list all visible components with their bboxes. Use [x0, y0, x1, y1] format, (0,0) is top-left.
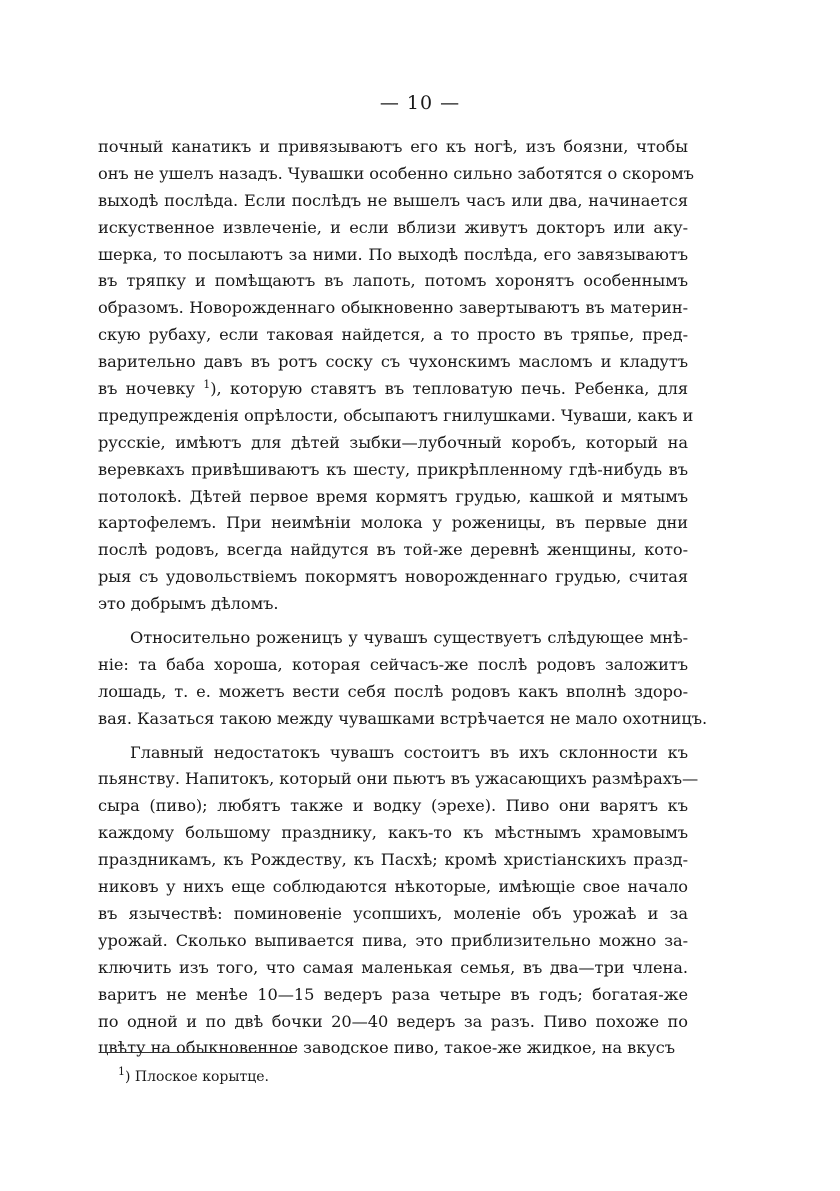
page-number: — 10 —	[379, 92, 461, 114]
text-line: Главный недостатокъ чувашъ состоитъ въ ихъ склонности къ	[130, 742, 688, 762]
text-line: послѣ родовъ, всегда найдутся въ той-же деревнѣ женщины, кото-	[98, 540, 688, 560]
text-line: каждому большому празднику, какъ-то къ мѣстнымъ храмовымъ	[98, 823, 688, 843]
text-line: сыра (пиво); любятъ также и водку (эрехе). Пиво они варятъ къ	[98, 796, 688, 816]
footnote-ref: 1	[203, 378, 211, 392]
text-line: онъ не ушелъ назадъ. Чувашки особенно сильно заботятся о скоромъ	[98, 163, 694, 183]
text-line: цвѣту на обыкновенное заводское пиво, такое-же жидкое, на вкусъ	[98, 1038, 676, 1058]
body-text	[98, 134, 708, 1062]
text-line: въ язычествѣ: поминовеніе усопшихъ, моленіе объ урожаѣ и за	[98, 903, 688, 923]
text-line: варитъ не менѣе 10—15 ведеръ раза четыре въ годъ; богатая-же	[98, 984, 688, 1004]
text-line: потолокѣ. Дѣтей первое время кормятъ грудью, кашкой и мятымъ	[98, 486, 688, 506]
paragraph	[98, 740, 699, 1063]
footnote-marker: 1	[118, 1065, 125, 1078]
text-line: Относительно роженицъ у чувашъ существуетъ слѣдующее мнѣ-	[130, 628, 688, 648]
text-line: картофелемъ. При неимѣніи молока у роженицы, въ первые дни	[98, 513, 688, 533]
text-line: ключить изъ того, что самая маленькая семья, въ два—три члена.	[98, 957, 688, 977]
text-line: это добрымъ дѣломъ.	[98, 594, 279, 614]
text-line: лошадь, т. е. можетъ вести себя послѣ родовъ какъ вполнѣ здоро-	[98, 681, 688, 701]
text-line: пьянству. Напитокъ, который они пьютъ въ ужасающихъ размѣрахъ—	[98, 769, 699, 789]
text-line: выходѣ послѣда. Если послѣдъ не вышелъ часъ или два, начинается	[98, 190, 688, 210]
text-line: варительно давъ въ ротъ соску съ чухонскимъ масломъ и кладутъ	[98, 352, 688, 372]
text-line: почный канатикъ и привязываютъ его къ ногѣ, изъ боязни, чтобы	[98, 137, 688, 156]
text-line: никовъ у нихъ еще соблюдаются нѣкоторые, имѣющіе свое начало	[98, 877, 688, 897]
text-line: предупрежденія опрѣлости, обсыпаютъ гнилушками. Чуваши, какъ и	[98, 405, 694, 425]
footnote-divider	[100, 1052, 296, 1053]
text-line: урожай. Сколько выпивается пива, это приблизительно можно за-	[98, 930, 688, 950]
paragraph	[98, 625, 708, 733]
text-line: шерка, то посылаютъ за ними. По выходѣ послѣда, его завязываютъ	[98, 244, 688, 264]
text-line: скую рубаху, если таковая найдется, а то просто въ тряпье, пред-	[98, 325, 688, 345]
text-line: русскіе, имѣютъ для дѣтей зыбки—лубочный коробъ, который на	[98, 432, 688, 452]
text-line: по одной и по двѣ бочки 20—40 ведеръ за разъ. Пиво похоже по	[98, 1011, 688, 1031]
footnote	[118, 1067, 269, 1087]
text-line: въ ночевку $^1$), которую ставятъ въ тепловатую печь. Ребенка, для	[98, 378, 688, 399]
text-line: образомъ. Новорожденнаго обыкновенно завертываютъ въ материн-	[98, 298, 688, 318]
text-line: праздникамъ, къ Рождеству, къ Пасхѣ; кромѣ христіанскихъ празд-	[98, 850, 688, 870]
text-line: рыя съ удовольствіемъ покормятъ новорожденнаго грудью, считая	[98, 567, 688, 587]
footnote-text: ) Плоское корытце.	[125, 1069, 269, 1085]
text-line: вая. Казаться такою между чувашками встрѣчается не мало охотницъ.	[98, 708, 708, 728]
text-line: веревкахъ привѣшиваютъ къ шесту, прикрѣпленному гдѣ-нибудь въ	[98, 459, 688, 479]
paragraph	[98, 134, 694, 618]
text-line: ніе: та баба хороша, которая сейчасъ-же послѣ родовъ заложитъ	[98, 654, 688, 674]
text-line: въ тряпку и помѣщаютъ въ лапоть, потомъ хоронятъ особеннымъ	[98, 271, 688, 291]
text-line: искуственное извлеченіе, и если вблизи живутъ докторъ или аку-	[98, 217, 688, 237]
